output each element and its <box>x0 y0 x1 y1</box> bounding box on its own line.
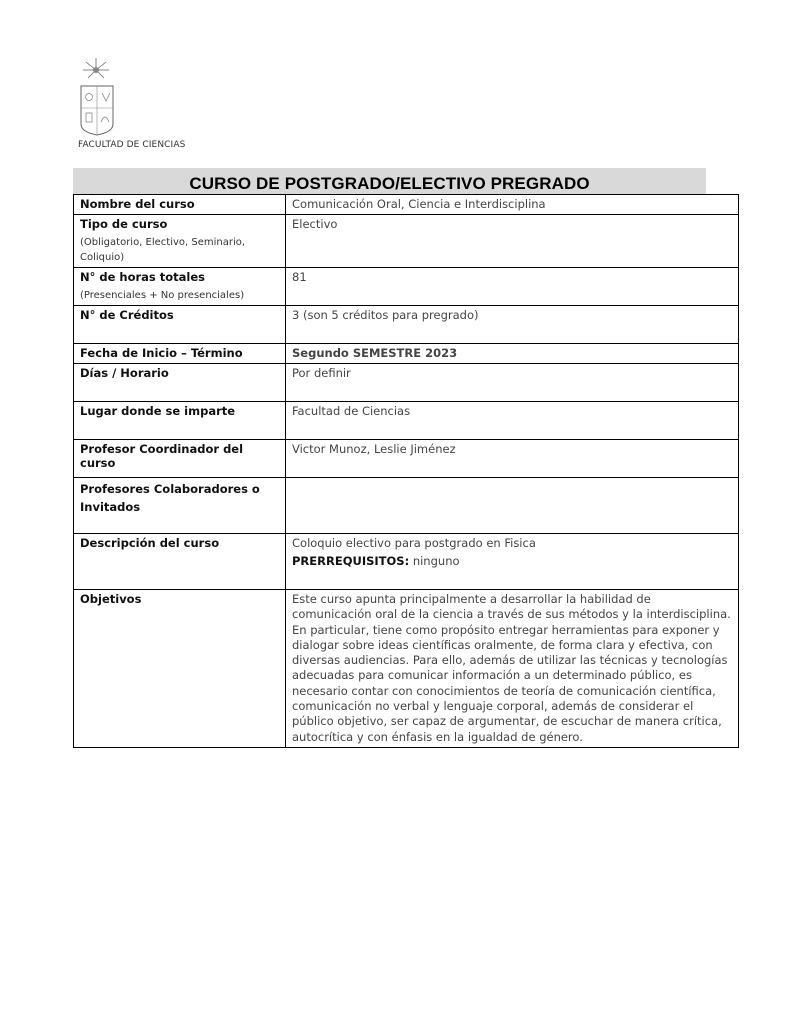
credits-value: 3 (son 5 créditos para pregrado) <box>286 306 739 344</box>
collaborators-value <box>286 478 739 534</box>
course-type-sublabel: (Obligatorio, Electivo, Seminario, Coliquio) <box>80 237 246 263</box>
table-row <box>74 195 739 215</box>
university-seal-icon <box>78 56 118 136</box>
total-hours-sublabel: (Presenciales + No presenciales) <box>80 290 245 301</box>
course-type-label: Tipo de curso <box>80 217 168 231</box>
prerequisites-line <box>292 554 732 568</box>
objectives-value: Este curso apunta principalmente a desarrollar la habilidad de comunicación oral de la ciencia a través de sus métodos y la interdisciplina. En particular, tiene como propósito entregar herramientas para exponer y dialogar sobre ideas científicas oralmente, de forma clara y efectiva, con diversas audiencias. Para ello, además de utilizar las técnicas y tecnologías adecuadas para comunicar información a un determinado público, es necesario contar con conocimientos de teoría de comunicación científica, comunicación no verbal y lenguaje corporal, además de considerar el público objetivo, ser capaz de argumentar, de escuchar de manera crítica, autocrítica y con énfasis en la igualdad de género. <box>286 590 739 748</box>
table-row <box>74 402 739 440</box>
prerequisites-label: PRERREQUISITOS: <box>292 554 410 568</box>
table-row <box>74 534 739 590</box>
table-row <box>74 364 739 402</box>
description-value: Coloquio electivo para postgrado en Fisica <box>292 536 536 550</box>
dates-label: Fecha de Inicio – Término <box>74 344 286 364</box>
document-title: CURSO DE POSTGRADO/ELECTIVO PREGRADO <box>189 174 590 193</box>
objectives-label: Objetivos <box>74 590 286 748</box>
table-row <box>74 344 739 364</box>
table-row <box>74 306 739 344</box>
description-label: Descripción del curso <box>74 534 286 590</box>
schedule-label: Días / Horario <box>74 364 286 402</box>
coordinator-value: Victor Munoz, Leslie Jiménez <box>286 440 739 478</box>
schedule-value: Por definir <box>286 364 739 402</box>
course-type-label-cell <box>74 215 286 268</box>
total-hours-value: 81 <box>286 268 739 306</box>
prerequisites-value: ninguno <box>409 554 460 568</box>
table-row <box>74 478 739 534</box>
table-row <box>74 268 739 306</box>
credits-label: N° de Créditos <box>74 306 286 344</box>
total-hours-label-cell <box>74 268 286 306</box>
location-value: Facultad de Ciencias <box>286 402 739 440</box>
location-label: Lugar donde se imparte <box>74 402 286 440</box>
table-row <box>74 590 739 748</box>
faculty-name: FACULTAD DE CIENCIAS <box>78 140 186 150</box>
course-name-label: Nombre del curso <box>74 195 286 215</box>
coordinator-label: Profesor Coordinador del curso <box>74 440 286 478</box>
table-row <box>74 215 739 268</box>
course-name-value: Comunicación Oral, Ciencia e Interdisciplina <box>286 195 739 215</box>
table-row <box>74 440 739 478</box>
total-hours-label: N° de horas totales <box>80 270 206 284</box>
course-info-table <box>73 194 739 748</box>
collaborators-label: Profesores Colaboradores o Invitados <box>74 478 286 534</box>
course-type-value: Electivo <box>286 215 739 268</box>
dates-value: Segundo SEMESTRE 2023 <box>286 344 739 364</box>
description-cell <box>286 534 739 590</box>
